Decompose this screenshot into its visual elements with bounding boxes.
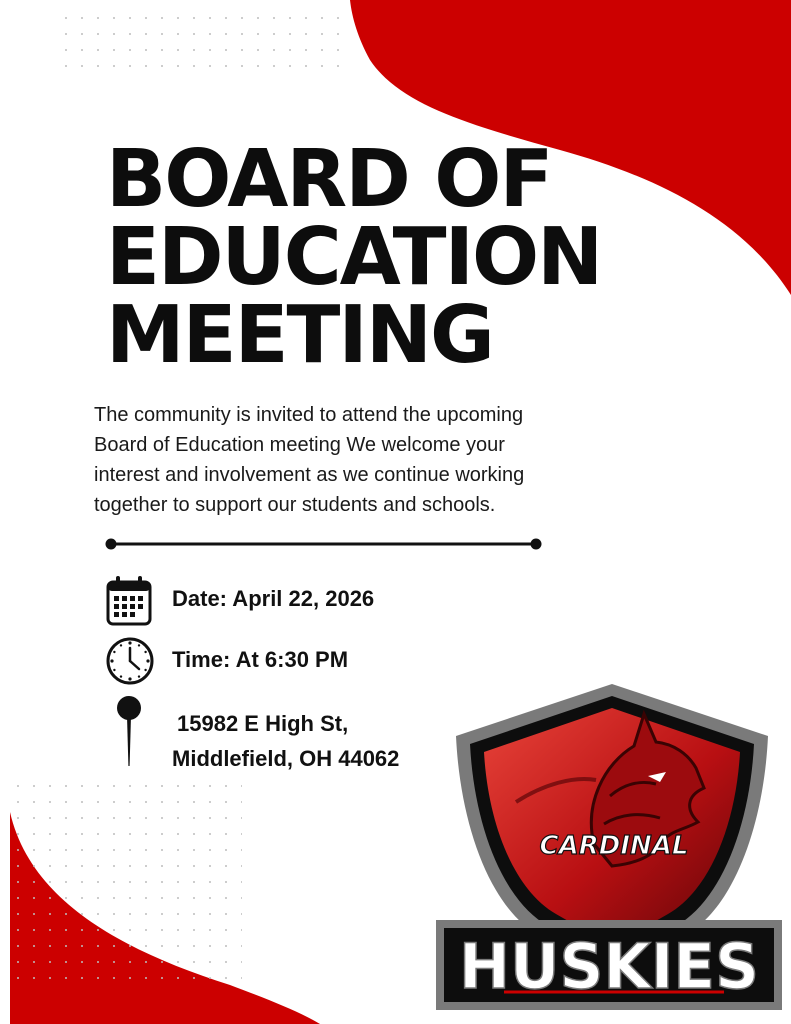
intro-line: together to support our students and schools. bbox=[94, 494, 496, 516]
top-left-dot-grid bbox=[55, 12, 350, 80]
address-line: Middlefield, OH 44062 bbox=[172, 746, 400, 771]
bottom-left-dot-grid bbox=[12, 782, 242, 992]
logo-top-text: CARDINAL bbox=[539, 831, 689, 861]
intro-line: interest and involvement as we continue working bbox=[94, 464, 525, 486]
clock-icon bbox=[105, 636, 155, 686]
address-line: 15982 E High St, bbox=[177, 711, 349, 736]
intro-paragraph bbox=[94, 400, 634, 520]
calendar-icon bbox=[106, 576, 152, 626]
location-pin-icon bbox=[114, 694, 144, 768]
meeting-address bbox=[172, 706, 399, 776]
logo-bottom-text: HUSKIES bbox=[459, 930, 759, 1003]
page-title bbox=[106, 133, 602, 381]
divider-line bbox=[104, 536, 544, 552]
intro-line: The community is invited to attend the upcoming bbox=[94, 404, 524, 426]
intro-line: Board of Education meeting We welcome your bbox=[94, 434, 505, 456]
title-line: EDUCATION bbox=[106, 211, 602, 303]
title-line: BOARD OF bbox=[106, 133, 552, 225]
meeting-time: Time: At 6:30 PM bbox=[172, 647, 349, 672]
meeting-date: Date: April 22, 2026 bbox=[172, 586, 375, 611]
cardinal-huskies-logo bbox=[434, 684, 784, 1014]
title-line: MEETING bbox=[106, 289, 493, 381]
